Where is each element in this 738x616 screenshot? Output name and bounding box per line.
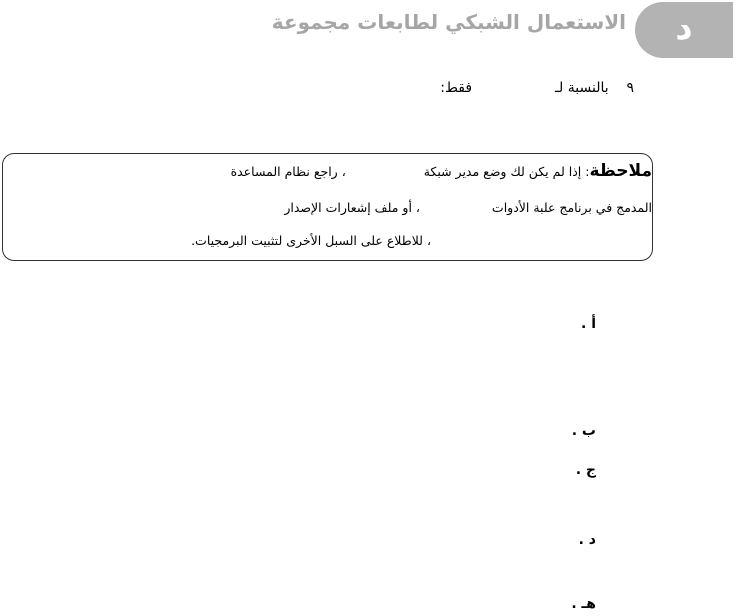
chapter-title: الاستعمال الشبكي لطابعات مجموعة	[271, 10, 626, 34]
list-marker-e: هـ .	[571, 596, 596, 612]
note-line-1	[231, 161, 652, 181]
step-9-line	[440, 80, 634, 96]
step-text-before: بالنسبة لـ	[554, 80, 609, 96]
note-line2-a: المدمج في برنامج علبة الأدوات	[491, 200, 652, 215]
list-marker-a: أ .	[581, 316, 596, 332]
note-line2-b: ، أو ملف إشعارات الإصدار	[284, 200, 420, 215]
list-marker-d: د .	[578, 532, 596, 548]
list-marker-c: ج .	[575, 462, 596, 478]
note-line1-a: : إذا لم يكن لك وضع مدير شبكة	[423, 164, 590, 179]
list-marker-b: ب .	[571, 423, 596, 439]
step-number: ٩	[626, 80, 634, 96]
note-line-3	[191, 233, 431, 248]
note-label: ملاحظة	[589, 161, 652, 181]
note-line3: ، للاطلاع على السبل الأخرى لتثبيت البرمجيات.	[191, 233, 431, 248]
note-line1-b: ، راجع نظام المساعدة	[230, 164, 346, 179]
chapter-badge	[635, 2, 733, 58]
note-line-2	[284, 200, 652, 215]
chapter-letter: د	[675, 8, 693, 48]
step-text-after: فقط:	[440, 80, 473, 96]
